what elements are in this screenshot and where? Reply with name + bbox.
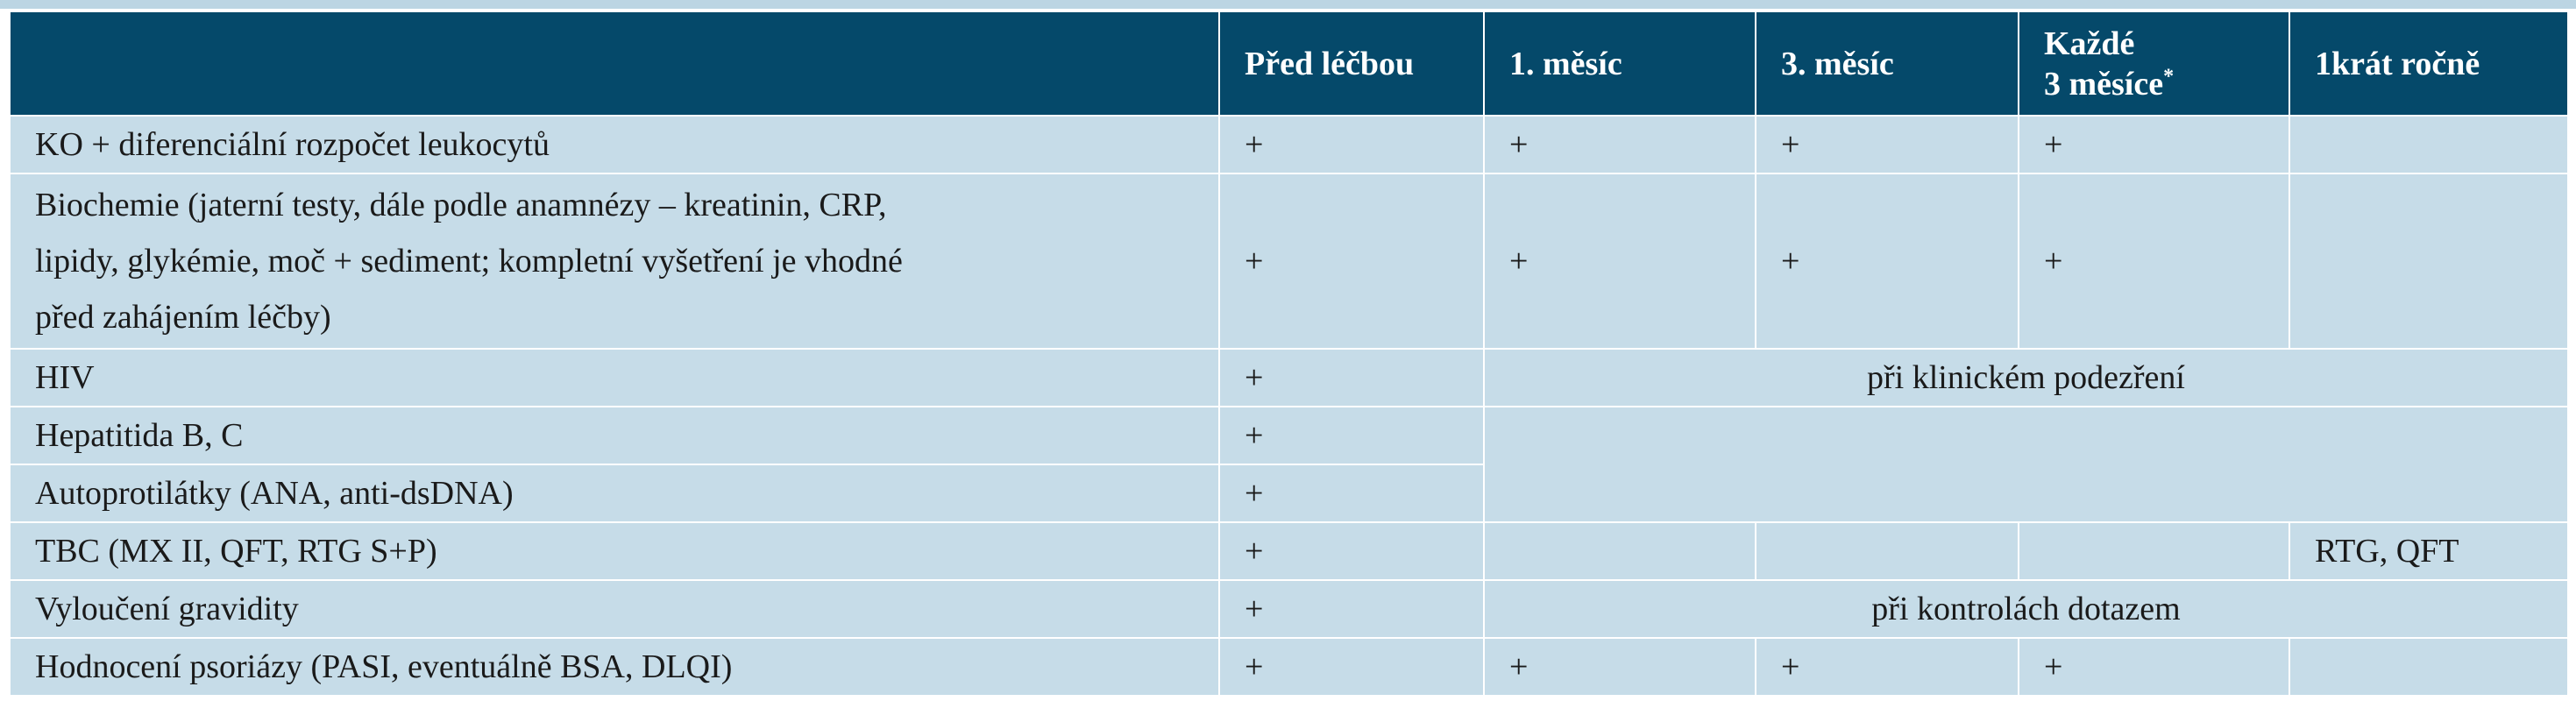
- table-row: [10, 173, 2568, 349]
- cell-span-clinical-suspicion: při klinickém podezření: [1484, 349, 2568, 407]
- cell-yearly: [2289, 638, 2568, 696]
- cell-yearly: [2289, 173, 2568, 349]
- row-label: Autoprotilátky (ANA, anti-dsDNA): [10, 464, 1219, 522]
- cell-yearly: [2289, 116, 2568, 173]
- top-rule: [0, 0, 2576, 9]
- row-label: HIV: [10, 349, 1219, 407]
- table-row: [10, 638, 2568, 696]
- header-month-3: 3. měsíc: [1756, 11, 2019, 116]
- cell-span-pregnancy-checks: při kontrolách dotazem: [1484, 580, 2568, 638]
- cell-span-empty: [1484, 407, 2568, 522]
- row-label: Hodnocení psoriázy (PASI, eventuálně BSA, DLQI): [10, 638, 1219, 696]
- header-yearly: 1krát ročně: [2289, 11, 2568, 116]
- cell-month-3: +: [1756, 173, 2019, 349]
- cell-before-treatment: +: [1219, 522, 1484, 580]
- cell-before-treatment: +: [1219, 116, 1484, 173]
- cell-every-3-months: [2019, 522, 2289, 580]
- header-every-3-months: [2019, 11, 2289, 116]
- cell-month-3: [1756, 522, 2019, 580]
- cell-month-3: +: [1756, 116, 2019, 173]
- cell-every-3-months: +: [2019, 173, 2289, 349]
- cell-before-treatment: +: [1219, 407, 1484, 464]
- cell-month-1: +: [1484, 173, 1756, 349]
- table-row: [10, 522, 2568, 580]
- cell-month-1: [1484, 522, 1756, 580]
- cell-before-treatment: +: [1219, 173, 1484, 349]
- cell-month-1: +: [1484, 638, 1756, 696]
- table-row: [10, 407, 2568, 464]
- row-label-line: lipidy, glykémie, moč + sediment; kompletní vyšetření je vhodné: [35, 243, 903, 280]
- cell-before-treatment: +: [1219, 638, 1484, 696]
- row-label: [10, 173, 1219, 349]
- row-label: Vyloučení gravidity: [10, 580, 1219, 638]
- table-header-row: [10, 11, 2568, 116]
- table-row: [10, 580, 2568, 638]
- cell-yearly: RTG, QFT: [2289, 522, 2568, 580]
- header-corner-cell: [10, 11, 1219, 116]
- cell-before-treatment: +: [1219, 349, 1484, 407]
- cell-before-treatment: +: [1219, 580, 1484, 638]
- header-every-line1: Každé: [2044, 25, 2135, 62]
- row-label: KO + diferenciální rozpočet leukocytů: [10, 116, 1219, 173]
- monitoring-table: [9, 11, 2569, 697]
- row-label: Hepatitida B, C: [10, 407, 1219, 464]
- row-label-line: před zahájením léčby): [35, 299, 331, 336]
- table-row: [10, 116, 2568, 173]
- row-label-line: Biochemie (jaterní testy, dále podle anamnézy – kreatinin, CRP,: [35, 187, 887, 223]
- cell-before-treatment: +: [1219, 464, 1484, 522]
- header-every-line2: 3 měsíce: [2044, 65, 2164, 103]
- cell-month-1: +: [1484, 116, 1756, 173]
- cell-every-3-months: +: [2019, 116, 2289, 173]
- header-month-1: 1. měsíc: [1484, 11, 1756, 116]
- table-row: [10, 349, 2568, 407]
- cell-every-3-months: +: [2019, 638, 2289, 696]
- header-before-treatment: Před léčbou: [1219, 11, 1484, 116]
- row-label: TBC (MX II, QFT, RTG S+P): [10, 522, 1219, 580]
- cell-month-3: +: [1756, 638, 2019, 696]
- header-asterisk: *: [2163, 64, 2175, 88]
